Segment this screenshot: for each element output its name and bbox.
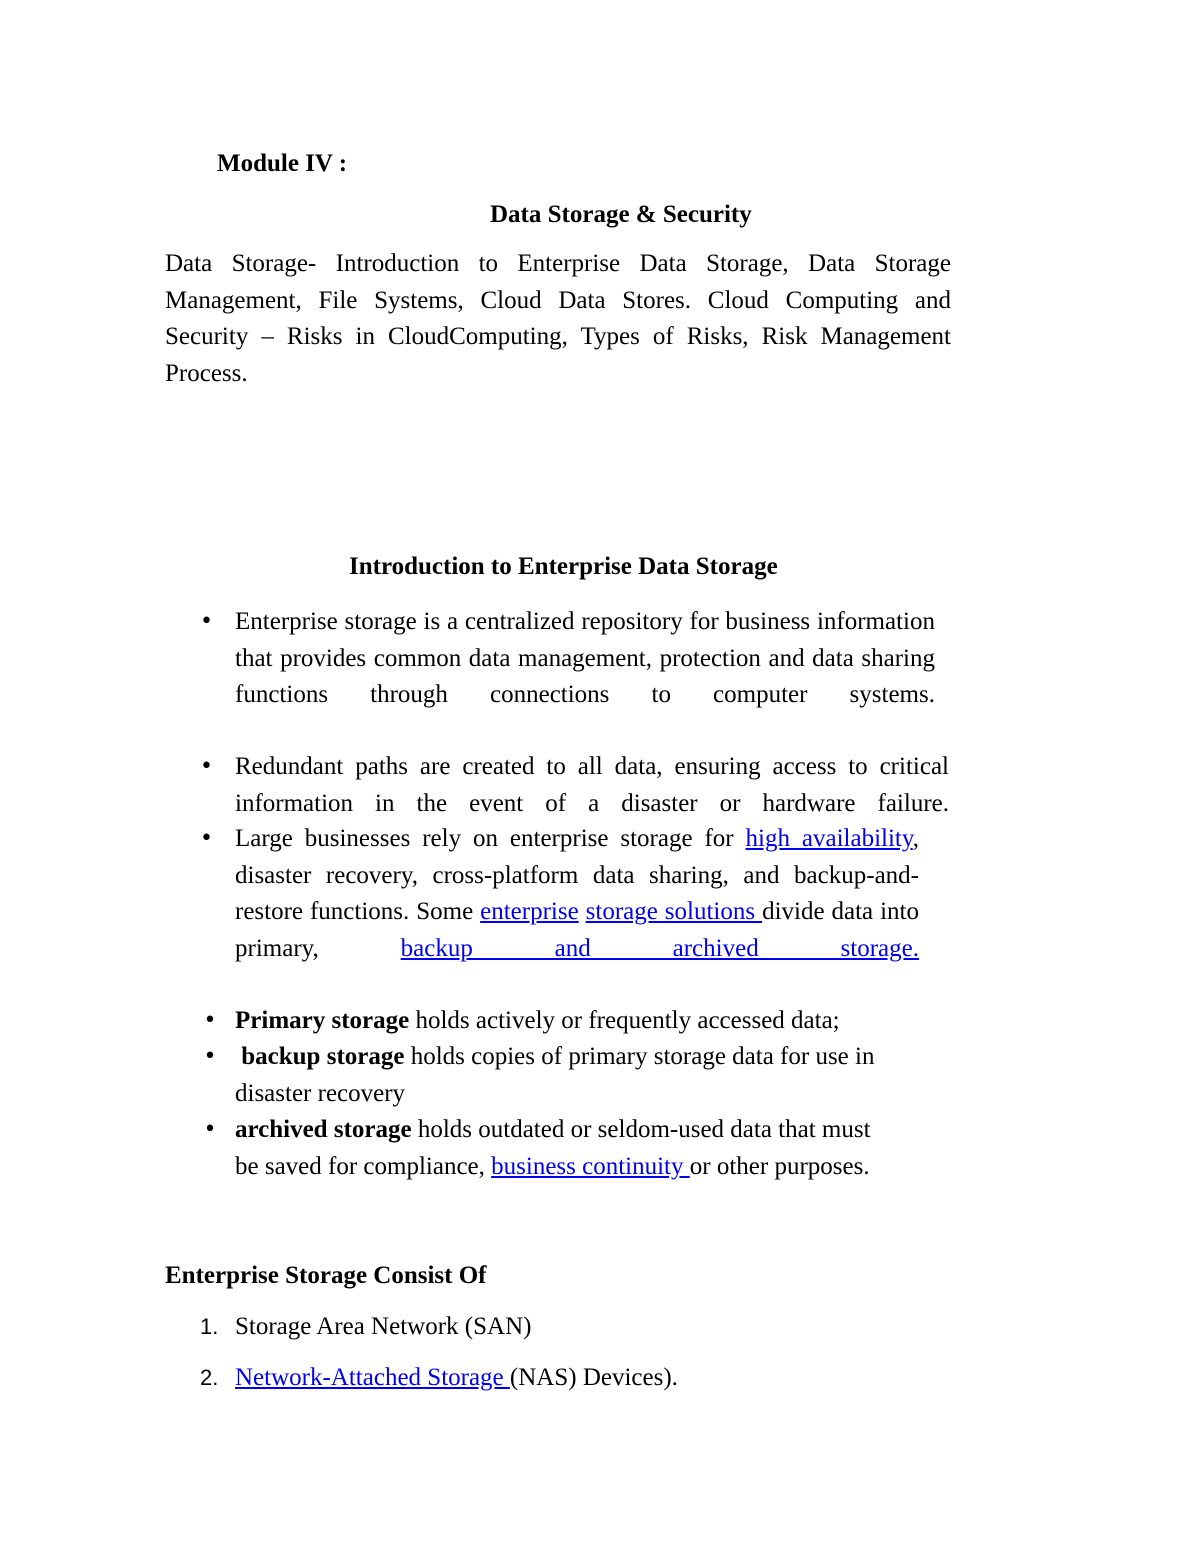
link-backup-and-archived-storage[interactable]: backup and archived storage.: [400, 934, 919, 962]
bullet-text: or other purposes.: [689, 1152, 870, 1180]
bullet-icon: •: [200, 609, 213, 634]
list-item: [200, 749, 949, 822]
bullet-icon: •: [203, 1044, 217, 1069]
bullet-icon: •: [203, 1117, 217, 1142]
list-item: [203, 1003, 935, 1040]
item-number: 1.: [200, 1314, 219, 1339]
bullet-text: Large businesses rely on enterprise storage for: [235, 825, 746, 852]
syllabus-paragraph: Data Storage- Introduction to Enterprise Data Storage, Data Storage Management, File Systems, Cloud Data Stores. Cloud Computing and Security – Risks in CloudComputing, Types of Risks, Risk Management Process.: [165, 250, 951, 387]
bullet-text: Enterprise storage is a centralized repository for business information that provides common data management, protection and data sharing functions through connections to computer systems.: [235, 608, 935, 708]
bullet-text: holds outdated or seldom-used data that must be saved for compliance,: [235, 1116, 871, 1180]
link-storage-solutions[interactable]: storage solutions: [585, 898, 763, 925]
page-heading: Data Storage & Security: [490, 201, 752, 228]
bullet-icon: •: [200, 826, 213, 851]
item-text: Storage Area Network (SAN): [235, 1313, 532, 1340]
bullet-text: Redundant paths are created to all data, ensuring access to critical information in the event of a disaster or hardware failure.: [235, 753, 949, 817]
bullet-icon: •: [203, 1008, 217, 1033]
term-archived-storage: archived storage: [235, 1116, 412, 1143]
link-high-availability[interactable]: high availability: [745, 825, 913, 852]
list-item: [203, 1039, 935, 1112]
module-title: Module IV :: [217, 150, 348, 177]
item-text: (NAS) Devices).: [509, 1364, 678, 1391]
term-primary-storage: Primary storage: [235, 1007, 410, 1034]
numbered-item: [200, 1309, 532, 1346]
bullet-text: holds actively or frequently accessed data;: [409, 1007, 840, 1034]
list-item: [200, 604, 935, 714]
list-item: [200, 821, 919, 967]
section-heading-consist: Enterprise Storage Consist Of: [165, 1262, 487, 1289]
numbered-item: [200, 1360, 678, 1397]
item-number: 2.: [200, 1365, 219, 1390]
link-business-continuity[interactable]: business continuity: [491, 1152, 690, 1180]
bullet-text: divide data into primary,: [235, 898, 919, 962]
bullet-text: holds copies of primary storage data for use in disaster recovery: [235, 1043, 875, 1107]
bullet-text: [579, 898, 586, 925]
list-item: [203, 1112, 875, 1185]
section-heading-intro: Introduction to Enterprise Data Storage: [349, 553, 778, 580]
link-enterprise[interactable]: enterprise: [480, 898, 579, 925]
term-backup-storage: backup storage: [235, 1043, 405, 1070]
link-network-attached-storage[interactable]: Network-Attached Storage: [235, 1364, 510, 1391]
bullet-icon: •: [200, 754, 213, 779]
bullet-text: , disaster recovery, cross-platform data sharing, and backup-and-restore functions. Some: [235, 825, 919, 925]
